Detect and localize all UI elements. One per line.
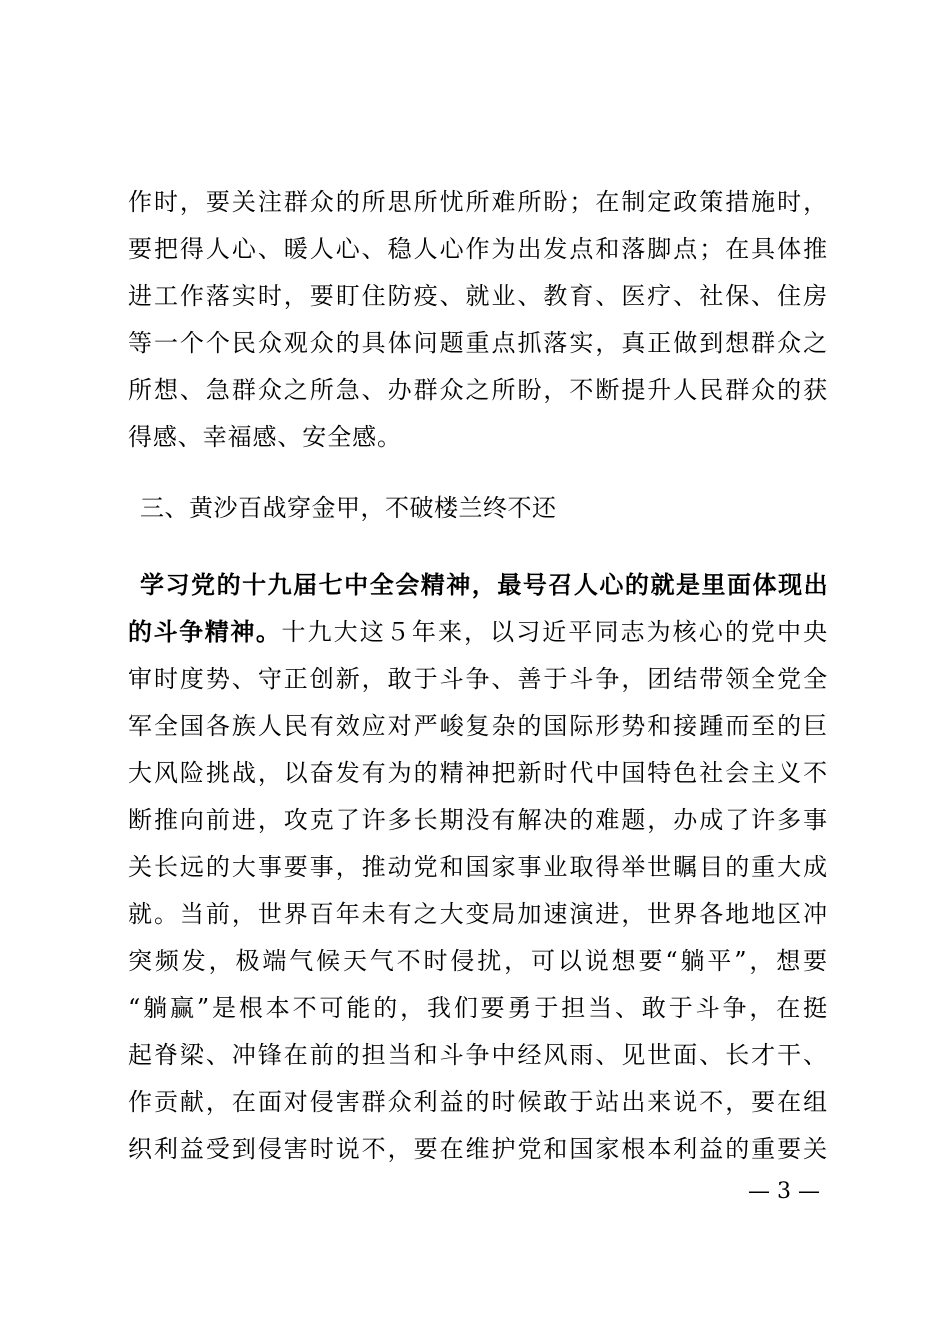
paragraph-line-mixed <box>128 612 828 652</box>
paragraph-line: 得感、幸福感、安全感。 <box>128 423 402 451</box>
paragraph-line: 作贡献，在面对侵害群众利益的时候敢于站出来说不，要在组 <box>128 1088 828 1116</box>
section-heading: 三、黄沙百战穿金甲，不破楼兰终不还 <box>140 494 557 522</box>
paragraph-line: 就。当前，世界百年未有之大变局加速演进，世界各地地区冲 <box>128 900 828 928</box>
paragraph-lead-bold: 学习党的十九届七中全会精神，最号召人心的就是里面体现出 <box>140 571 828 599</box>
paragraph-line: 断推向前进，攻克了许多长期没有解决的难题，办成了许多事 <box>128 806 828 834</box>
paragraph-line: 关长远的大事要事，推动党和国家事业取得举世瞩目的重大成 <box>128 853 828 881</box>
paragraph-line: 审时度势、守正创新，敢于斗争、善于斗争，团结带领全党全 <box>128 665 828 693</box>
paragraph-line: 大风险挑战，以奋发有为的精神把新时代中国特色社会主义不 <box>128 759 828 787</box>
paragraph-line: 突频发，极端气候天气不时侵扰，可以说想要“躺平”，想要 <box>128 947 828 975</box>
paragraph-line-rest: 十九大这５年来，以习近平同志为核心的党中央 <box>281 618 828 646</box>
paragraph-line: 织利益受到侵害时说不，要在维护党和国家根本利益的重要关 <box>128 1135 828 1163</box>
paragraph-line: “躺赢”是根本不可能的，我们要勇于担当、敢于斗争，在挺 <box>128 994 828 1022</box>
paragraph-line: 起脊梁、冲锋在前的担当和斗争中经风雨、见世面、长才干、 <box>128 1041 828 1069</box>
page-number: — 3 — <box>748 1179 820 1204</box>
paragraph-lead-bold-end: 的斗争精神。 <box>128 618 282 646</box>
paragraph-line: 作时，要关注群众的所思所忧所难所盼；在制定政策措施时， <box>128 188 828 216</box>
paragraph-line: 要把得人心、暖人心、稳人心作为出发点和落脚点；在具体推 <box>128 235 828 263</box>
paragraph-line: 进工作落实时，要盯住防疫、就业、教育、医疗、社保、住房 <box>128 282 828 310</box>
paragraph-line: 等一个个民众观众的具体问题重点抓落实，真正做到想群众之 <box>128 329 828 357</box>
paragraph-line: 军全国各族人民有效应对严峻复杂的国际形势和接踵而至的巨 <box>128 712 828 740</box>
paragraph-line: 所想、急群众之所急、办群众之所盼，不断提升人民群众的获 <box>128 376 828 404</box>
